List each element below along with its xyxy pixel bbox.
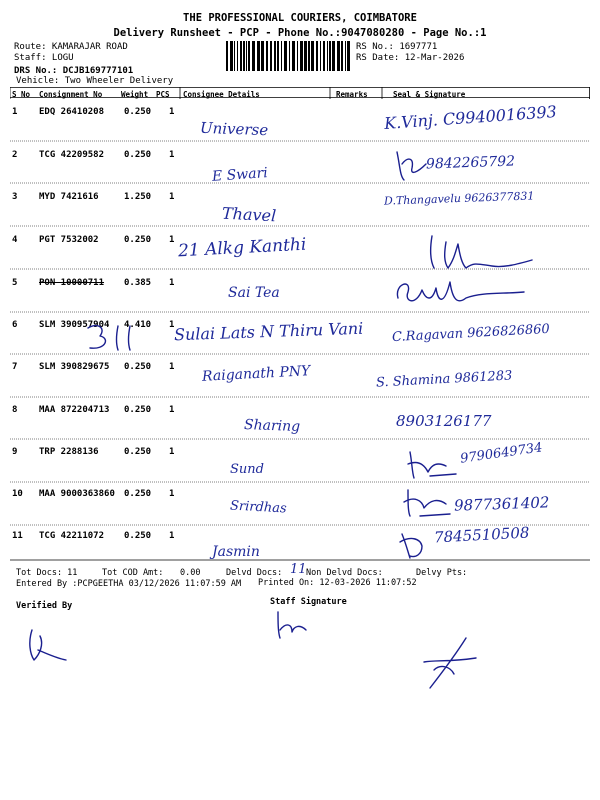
staff-signature [270, 608, 310, 642]
row-consignment-number: MYD 7421616 [39, 192, 99, 202]
row-pieces: 1 [169, 235, 175, 245]
barcode-bar [345, 41, 346, 71]
column-seal-signature: Seal & Signature [393, 90, 466, 99]
barcode-bar [243, 41, 245, 71]
handwritten-consignee: Thavel [221, 203, 277, 226]
runsheet-title: Delivery Runsheet - PCP - Phone No.:9047080280 - Page No.:1 [113, 27, 487, 39]
row-serial-number: 8 [12, 405, 18, 415]
handwritten-consignee: 21 Alkg Kanthi [177, 234, 307, 262]
barcode-bar [341, 41, 343, 71]
handwritten-seal-signature: 9842265792 [425, 153, 516, 173]
barcode-bar [248, 41, 250, 71]
row-serial-number: 11 [12, 531, 23, 541]
delivered-docs-label: Delvd Docs: [226, 568, 283, 578]
handwritten-consignee: Srirdhas [229, 498, 287, 517]
barcode-bar [297, 41, 298, 71]
rs-date: RS Date: 12-Mar-2026 [356, 53, 465, 63]
handwritten-seal-signature: C.Ragavan 9626826860 [391, 321, 551, 346]
stamp-signature [420, 634, 480, 692]
barcode-bar [226, 41, 228, 71]
barcode-bar [332, 41, 335, 71]
signature-scribble [82, 318, 152, 354]
row-consignment-number: PGT 7532002 [39, 235, 99, 245]
rs-number: RS No.: 1697771 [356, 42, 438, 52]
row-pieces: 1 [169, 362, 175, 372]
row-pieces: 1 [169, 107, 175, 117]
barcode-bar [246, 41, 247, 71]
row-weight: 0.250 [124, 107, 152, 117]
barcode-bar [252, 41, 255, 71]
signature-scribble [396, 528, 436, 562]
column-weight: Weight [121, 90, 149, 99]
row-consignment-number: MAA 872204713 [39, 405, 110, 415]
column-consignee: Consignee Details [183, 90, 260, 99]
non-delivered-docs: Non Delvd Docs: [306, 568, 383, 578]
staff-label: Staff: LOGU [14, 53, 74, 63]
row-serial-number: 10 [12, 489, 23, 499]
vehicle-label: Vehicle: Two Wheeler Delivery [16, 76, 174, 86]
barcode-bar [237, 41, 238, 71]
column-pcs: PCS [156, 90, 170, 99]
signature-scribble [400, 230, 540, 278]
row-weight: 0.250 [124, 362, 152, 372]
handwritten-seal-signature: K.Vinj. C9940016393 [383, 101, 558, 134]
row-pieces: 1 [169, 405, 175, 415]
handwritten-seal-signature: 9877361402 [453, 493, 550, 515]
row-pieces: 1 [169, 320, 175, 330]
row-weight: 0.250 [124, 405, 152, 415]
handwritten-consignee: Raiganath PNY [201, 363, 311, 385]
row-serial-number: 1 [12, 107, 18, 117]
row-consignment-number: PON 10000711 [39, 278, 105, 288]
row-consignment-number: TCG 42211072 [39, 531, 105, 541]
barcode-bar [337, 41, 340, 71]
handwritten-seal-signature: D.Thangavelu 9626377831 [383, 189, 535, 208]
row-serial-number: 3 [12, 192, 18, 202]
row-weight: 1.250 [124, 192, 152, 202]
barcode-bar [257, 41, 260, 71]
row-weight: 0.250 [124, 531, 152, 541]
row-pieces: 1 [169, 531, 175, 541]
barcode-bar [234, 41, 235, 71]
row-weight: 0.250 [124, 150, 152, 160]
column-sno: S No [12, 90, 31, 99]
barcode-bar [292, 41, 295, 71]
row-weight: 0.385 [124, 278, 152, 288]
staff-signature-label: Staff Signature [270, 597, 347, 607]
handwritten-seal-signature: 7845510508 [433, 523, 530, 547]
signature-scribble [404, 446, 464, 482]
row-serial-number: 6 [12, 320, 18, 330]
delivery-points: Delvy Pts: [416, 568, 468, 578]
row-consignment-number: EDQ 26410208 [39, 107, 105, 117]
total-docs: Tot Docs: 11 [16, 568, 78, 578]
column-remarks: Remarks [336, 90, 368, 99]
row-weight: 0.250 [124, 489, 152, 499]
entered-by: Entered By :PCPGEETHA 03/12/2026 11:07:59 AM [16, 579, 242, 589]
handwritten-consignee: Jasmin [212, 544, 260, 560]
total-cod-label: Tot COD Amt: [102, 568, 164, 578]
row-weight: 0.250 [124, 235, 152, 245]
row-pieces: 1 [169, 192, 175, 202]
row-weight: 0.250 [124, 447, 152, 457]
barcode-bar [270, 41, 272, 71]
company-name: THE PROFESSIONAL COURIERS, COIMBATORE [183, 12, 417, 24]
handwritten-consignee: Sund [230, 462, 264, 477]
row-weight: 4.410 [124, 320, 152, 330]
delivered-docs-value: 11 [290, 562, 307, 577]
barcode-bar [289, 41, 290, 71]
barcode-bar [320, 41, 321, 71]
barcode-bar [316, 41, 318, 71]
row-consignment-number: TCG 42209582 [39, 150, 105, 160]
row-serial-number: 7 [12, 362, 18, 372]
verified-by-label: Verified By [16, 601, 73, 611]
row-pieces: 1 [169, 150, 175, 160]
barcode-bar [327, 41, 328, 71]
barcode-bar [274, 41, 276, 71]
barcode-image [226, 41, 350, 71]
signature-scribble [400, 486, 456, 520]
handwritten-seal-signature: 9790649734 [459, 440, 544, 467]
barcode-bar [266, 41, 268, 71]
row-pieces: 1 [169, 489, 175, 499]
printed-on: Printed On: 12-03-2026 11:07:52 [258, 578, 417, 588]
barcode-bar [240, 41, 242, 71]
handwritten-consignee: Sulai Lats N Thiru Vani [173, 318, 364, 345]
row-consignment-number: SLM 390957904 [39, 320, 110, 330]
row-consignment-number: SLM 390829675 [39, 362, 110, 372]
verifier-signature [22, 620, 72, 670]
handwritten-consignee: Universe [199, 118, 269, 140]
route-label: Route: KAMARAJAR ROAD [14, 42, 128, 52]
row-serial-number: 2 [12, 150, 18, 160]
handwritten-consignee: Sharing [243, 417, 301, 435]
barcode-bar [308, 41, 310, 71]
barcode-bar [329, 41, 331, 71]
drs-number: DRS No.: DCJB169777101 [14, 66, 134, 76]
row-serial-number: 4 [12, 235, 18, 245]
total-cod-value: 0.00 [180, 568, 201, 578]
signature-scribble [392, 146, 432, 186]
barcode-bar [281, 41, 282, 71]
row-serial-number: 9 [12, 447, 18, 457]
handwritten-seal-signature: 8903126177 [396, 412, 492, 430]
barcode-bar [261, 41, 264, 71]
handwritten-seal-signature: S. Shamina 9861283 [375, 368, 513, 391]
row-pieces: 1 [169, 447, 175, 457]
row-consignment-number: TRP 2288136 [39, 447, 99, 457]
barcode-bar [347, 41, 350, 71]
barcode-bar [277, 41, 279, 71]
row-serial-number: 5 [12, 278, 18, 288]
barcode-bar [304, 41, 307, 71]
barcode-bar [284, 41, 287, 71]
handwritten-consignee: Sai Tea [228, 285, 280, 301]
row-pieces: 1 [169, 278, 175, 288]
barcode-bar [323, 41, 325, 71]
barcode-bar [230, 41, 233, 71]
barcode-bar [311, 41, 314, 71]
row-consignment-number: MAA 9000363860 [39, 489, 115, 499]
barcode-bar [300, 41, 303, 71]
signature-scribble [392, 272, 532, 312]
handwritten-consignee: E Swari [211, 165, 269, 185]
column-consignment: Consignment No [39, 90, 103, 99]
